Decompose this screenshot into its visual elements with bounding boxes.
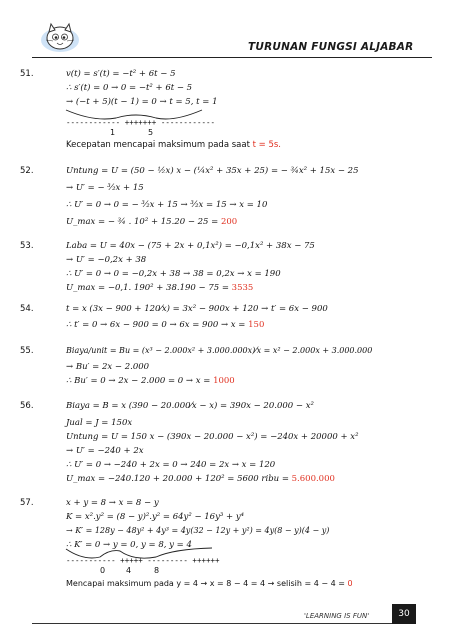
solution-line: Laba = U = 40x − (75 + 2x + 0,1x²) = −0,1x² + 38x − 75 [66,241,315,251]
solution-line: K = x².y² = (8 − y)².y² = 64y² − 16y³ + y⁴ [66,512,245,522]
header-divider [32,57,432,58]
problem-number: 52. [20,166,34,176]
answer: 0 [347,579,353,588]
solution-line: U_max = − ¾ . 10² + 15.20 − 25 = 200 [66,217,238,227]
answer: 150 [248,320,265,330]
solution-line: ∴ s′(t) = 0 → 0 = −t² + 6t − 5 [66,83,193,93]
sign-chart-tick: 0 [100,566,106,575]
solution-line: ∴ Bu′ = 0 → 2x − 2.000 = 0 → x = 1000 [66,376,235,386]
sign-chart-tick: 8 [154,566,160,575]
problem-number: 51. [20,69,34,79]
solution-line: Untung = U = (50 − ½x) x − (¼x² + 35x + 25) = − ¾x² + 15x − 25 [66,166,359,176]
conclusion-line: Kecepatan mencapai maksimum pada saat t = 5s. [66,140,282,150]
sign-chart-tick: 1 [110,128,116,137]
solution-line: ∴ U′ = 0 → 0 = −0,2x + 38 → 38 = 0,2x → x = 190 [66,269,281,279]
cat-logo [38,20,82,54]
solution-line: ∴ K′ = 0 → y = 0, y = 8, y = 4 [66,540,192,550]
solution-line: → U′ = −0,2x + 38 [66,255,147,265]
answer: 5.600.000 [291,474,335,484]
page-number: 30 [392,604,416,624]
solution-line: → U′ = − ³⁄₂x + 15 [66,183,144,193]
answer: 3535 [231,283,254,293]
problem-number: 53. [20,241,34,251]
solution-line: → K′ = 128y − 48y² + 4y³ = 4y(32 − 12y + y²) = 4y(8 − y)(4 − y) [66,526,330,535]
answer: 200 [220,217,238,227]
solution-line: Untung = U = 150 x − (390x − 20.000 − x²) = −240x + 20000 + x² [66,432,359,442]
sign-chart-tick: 5 [148,128,154,137]
sign-chart: ------------ +++++++ ------------ [66,118,216,127]
solution-line: U_max = −0,1. 190² + 38.190 − 75 = 3535 [66,283,254,293]
solution-line: t = x (3x − 900 + 120⁄x) = 3x² − 900x + 120 → t′ = 6x − 900 [66,304,328,314]
solution-line: Jual = J = 150x [66,418,133,428]
conclusion-line: Mencapai maksimum pada y = 4 → x = 8 − 4 = 4 → selisih = 4 − 4 = 0 [66,579,353,588]
solution-line: → (−t + 5)(t − 1) = 0 → t = 5, t = 1 [66,97,218,107]
answer: 1000 [213,376,235,386]
problem-number: 55. [20,346,34,356]
solution-line: → U′ = −240 + 2x [66,446,144,456]
problem-number: 56. [20,401,34,411]
footer-divider [32,623,392,624]
solution-line: → Bu′ = 2x − 2.000 [66,362,150,372]
solution-line: U_max = −240.120 + 20.000 + 120² = 5600 ribu = 5.600.000 [66,474,335,484]
solution-line: ∴ t′ = 0 → 6x − 900 = 0 → 6x = 900 → x = 150 [66,320,265,330]
footer-motto: 'LEARNING IS FUN' [304,612,370,620]
solution-line: Biaya/unit = Bu = (x³ − 2.000x² + 3.000.000x)⁄x = x² − 2.000x + 3.000.000 [66,346,373,355]
problem-number: 57. [20,498,34,508]
solution-line: v(t) = s′(t) = −t² + 6t − 5 [66,69,176,79]
problem-number: 54. [20,304,34,314]
sign-chart: ----------- +++++ --------- ++++++ [66,556,220,565]
solution-line: Biaya = B = x (390 − 20.000⁄x − x) = 390x − 20.000 − x² [66,401,314,411]
solution-line: ∴ U′ = 0 → 0 = − ³⁄₂x + 15 → ³⁄₂x = 15 → x = 10 [66,200,268,210]
solution-line: x + y = 8 → x = 8 − y [66,498,159,508]
page-title: TURUNAN FUNGSI ALJABAR [248,41,414,53]
solution-line: ∴ U′ = 0 → −240 + 2x = 0 → 240 = 2x → x = 120 [66,460,276,470]
sign-chart-tick: 4 [126,566,132,575]
answer: t = 5s. [252,140,282,150]
